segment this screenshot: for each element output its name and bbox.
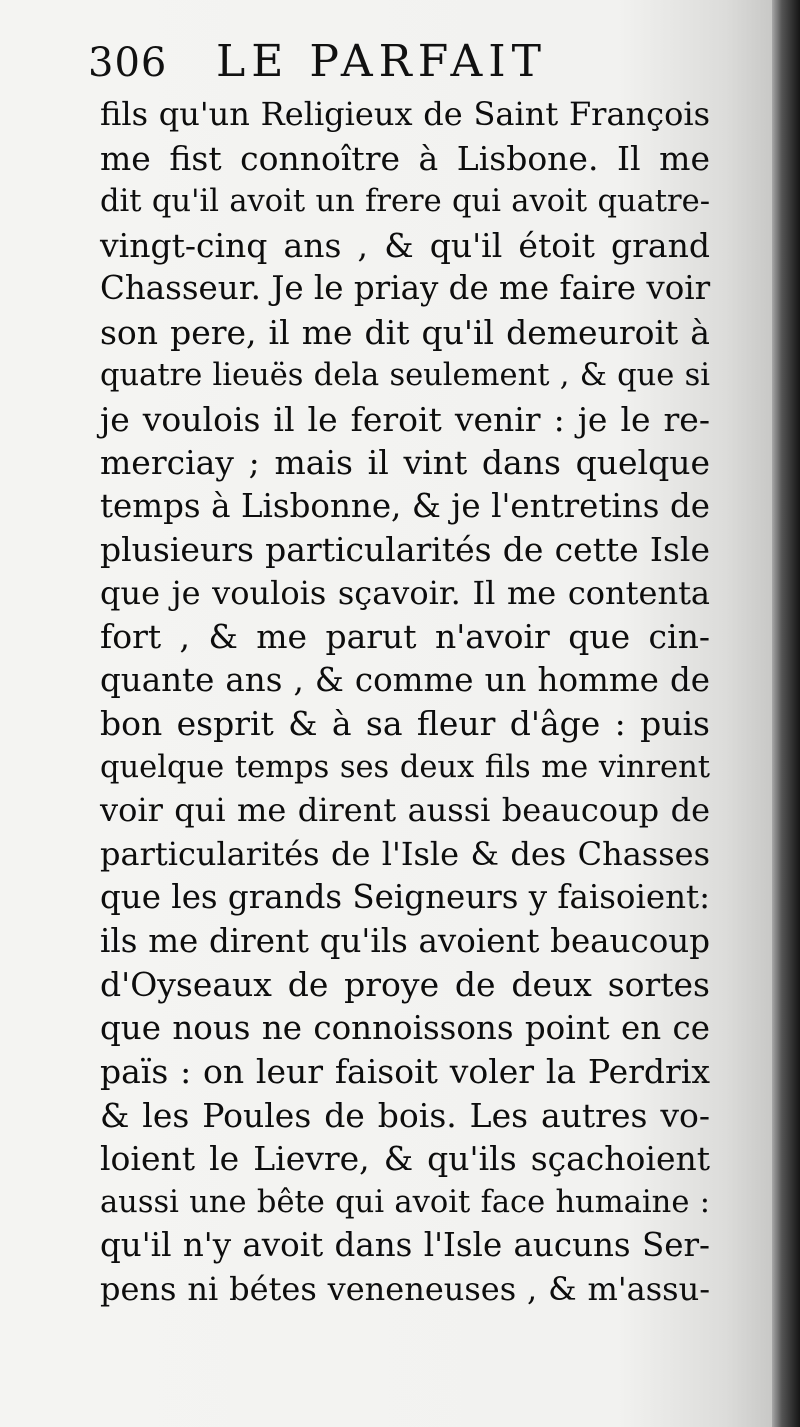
text-line: temps à Lisbonne, & je l'entretins de [100,486,710,525]
text-line: fort , & me parut n'avoir que cin- [100,617,710,656]
page-fold-shadow [772,0,800,1427]
text-line: d'Oyseaux de proye de deux sortes [100,965,710,1004]
text-line: aussi une bête qui avoit face humaine : [100,1184,710,1220]
text-line: son pere, il me dit qu'il demeuroit à [100,312,710,352]
text-line: dit qu'il avoit un frere qui avoit quatre- [100,184,710,219]
text-line: que les grands Seigneurs y faisoient: [100,878,711,916]
text-line: me fist connoître à Lisbone. Il me [100,138,710,178]
text-line: quelque temps ses deux fils me vinrent [100,749,710,785]
text-line: particularités de l'Isle & des Chasses [100,834,710,873]
text-line: pens ni bétes veneneuses , & m'assu- [100,1269,710,1308]
text-line: quatre lieuës dela seulement , & que si [100,358,710,393]
text-line: voir qui me dirent aussi beaucoup de [100,791,710,829]
text-line: merciay ; mais il vint dans quelque [100,443,710,482]
text-line: vingt-cinq ans , & qu'il étoit grand [100,225,710,265]
text-line: je voulois il le feroit venir : je le re- [100,399,710,439]
page-number: 306 [88,40,168,86]
text-line: bon esprit & à sa fleur d'âge : puis [100,704,710,743]
text-line: païs : on leur faisoit voler la Perdrix [100,1052,710,1091]
text-line: qu'il n'y avoit dans l'Isle aucuns Ser- [100,1226,710,1264]
text-line: quante ans , & comme un homme de [100,660,710,699]
text-line: que je voulois sçavoir. Il me contenta [100,573,710,612]
text-line: plusieurs particularités de cette Isle [100,530,710,569]
text-line: que nous ne connoissons point en ce [100,1008,710,1047]
text-line: ils me dirent qu'ils avoient beaucoup [100,921,710,960]
body-text [100,93,710,1311]
text-line: & les Poules de bois. Les autres vo- [100,1095,710,1135]
page-header [88,30,728,90]
running-title: LE PARFAIT [216,36,548,87]
text-line: fils qu'un Religieux de Saint François [100,95,710,133]
text-line: loient le Lievre, & qu'ils sçachoient [100,1139,710,1178]
text-line: Chasseur. Je le priay de me faire voir [100,269,711,307]
